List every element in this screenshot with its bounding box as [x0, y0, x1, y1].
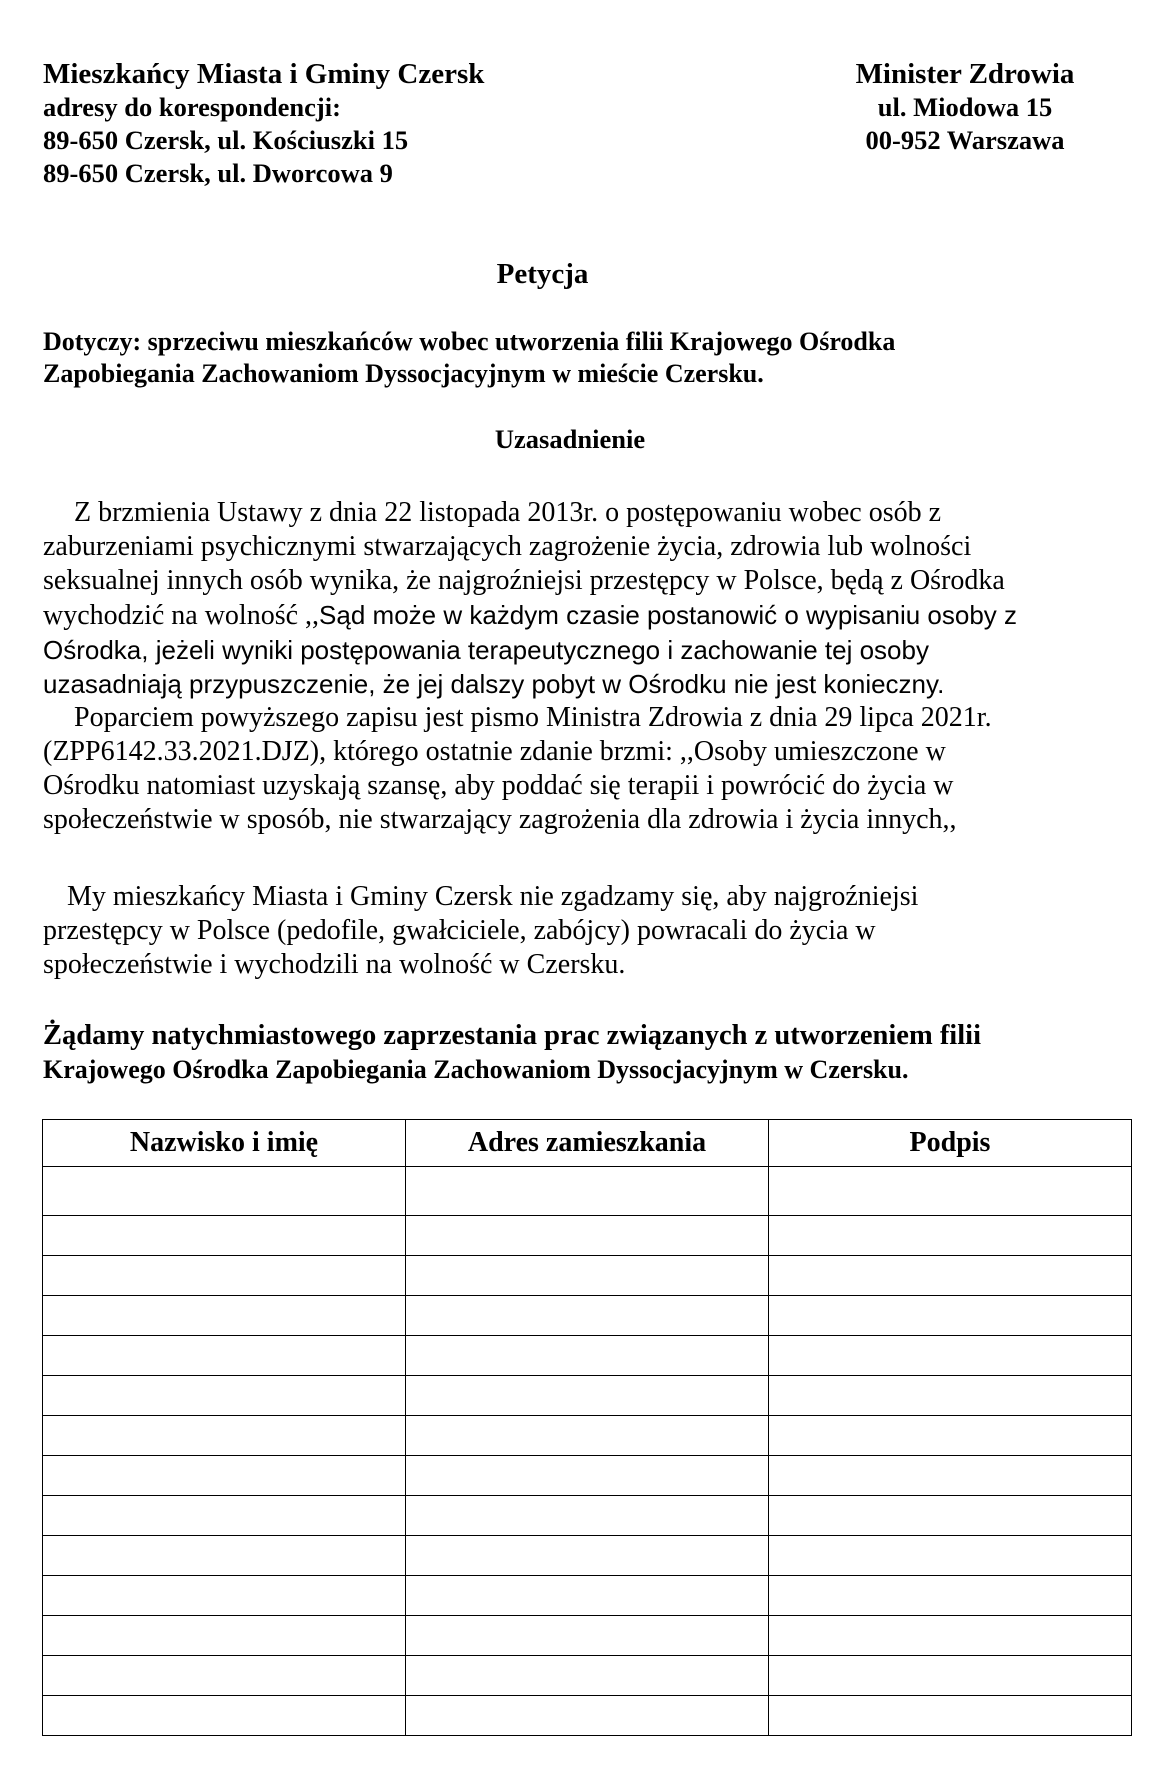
signature-cell[interactable]: [769, 1256, 1132, 1296]
recipient-city: 00-952 Warszawa: [865, 125, 1065, 155]
justification-heading: Uzasadnienie: [494, 424, 646, 454]
signature-row: [43, 1496, 1132, 1536]
address-cell[interactable]: [406, 1256, 769, 1296]
signature-row: [43, 1456, 1132, 1496]
signature-row: [43, 1256, 1132, 1296]
name-cell[interactable]: [43, 1496, 406, 1536]
name-cell[interactable]: [43, 1456, 406, 1496]
signature-cell[interactable]: [769, 1616, 1132, 1656]
address-cell[interactable]: [406, 1416, 769, 1456]
name-cell[interactable]: [43, 1416, 406, 1456]
demand-line-2: Krajowego Ośrodka Zapobiegania Zachowaniom Dyssocjacyjnym w Czersku.: [43, 1055, 909, 1084]
name-cell[interactable]: [43, 1296, 406, 1336]
paragraph-3-line: My mieszkańcy Miasta i Gminy Czersk nie zgadzamy się, aby najgroźniejsi: [67, 881, 919, 912]
signature-cell[interactable]: [769, 1167, 1132, 1216]
name-cell[interactable]: [43, 1696, 406, 1736]
statute-quote: Sąd może w każdym czasie postanowić o wypisaniu osoby z: [319, 600, 1018, 630]
statute-quote-line: uzasadniają przypuszczenie, że jej dalszy pobyt w Ośrodku nie jest konieczny.: [43, 669, 945, 699]
paragraph-2-line: Poparciem powyższego zapisu jest pismo Ministra Zdrowia z dnia 29 lipca 2021r.: [74, 702, 992, 733]
column-header-name: Nazwisko i imię: [43, 1120, 406, 1167]
paragraph-1-line: seksualnej innych osób wynika, że najgroźniejsi przestępcy w Polsce, będą z Ośrodka: [43, 565, 1005, 596]
address-cell[interactable]: [406, 1696, 769, 1736]
recipient-street: ul. Miodowa 15: [877, 92, 1053, 122]
signature-cell[interactable]: [769, 1216, 1132, 1256]
sender-address-2: 89-650 Czersk, ul. Dworcowa 9: [43, 158, 393, 188]
name-cell[interactable]: [43, 1256, 406, 1296]
sender-correspondence-label: adresy do korespondencji:: [43, 92, 341, 122]
subject-line-2: Zapobiegania Zachowaniom Dyssocjacyjnym w mieście Czersku.: [43, 359, 764, 388]
signature-cell[interactable]: [769, 1696, 1132, 1736]
paragraph-3-line: przestępcy w Polsce (pedofile, gwałciciele, zabójcy) powracali do życia w: [43, 915, 876, 946]
paragraph-3-line: społeczeństwie i wychodzili na wolność w Czersku.: [43, 949, 626, 980]
subject-line-1: Dotyczy: sprzeciwu mieszkańców wobec utworzenia filii Krajowego Ośrodka: [43, 327, 896, 356]
address-cell[interactable]: [406, 1656, 769, 1696]
paragraph-1-line: [43, 598, 1133, 633]
name-cell[interactable]: [43, 1616, 406, 1656]
signature-cell[interactable]: [769, 1416, 1132, 1456]
signature-row: [43, 1167, 1132, 1216]
recipient-address-block: [800, 58, 1130, 157]
column-header-address: Adres zamieszkania: [406, 1120, 769, 1167]
name-cell[interactable]: [43, 1167, 406, 1216]
paragraph-1-line: Z brzmienia Ustawy z dnia 22 listopada 2013r. o postępowaniu wobec osób z: [74, 497, 942, 528]
address-cell[interactable]: [406, 1536, 769, 1576]
statute-quote-line: Ośrodka, jeżeli wyniki postępowania terapeutycznego i zachowanie tej osoby: [43, 635, 929, 665]
subject-block: [43, 326, 1123, 390]
paragraph-2-line: społeczeństwie w sposób, nie stwarzający zagrożenia dla zdrowia i życia innych,,: [43, 804, 957, 835]
document-title: Petycja: [496, 258, 589, 290]
paragraph-1-line: zaburzeniami psychicznymi stwarzających zagrożenie życia, zdrowia lub wolności: [43, 531, 972, 562]
signature-row: [43, 1576, 1132, 1616]
paragraph-3: [43, 880, 1133, 982]
signature-row: [43, 1416, 1132, 1456]
signature-row: [43, 1216, 1132, 1256]
signature-row: [43, 1536, 1132, 1576]
paragraph-2-line: Ośrodku natomiast uzyskają szansę, aby poddać się terapii i powrócić do życia w: [43, 770, 954, 801]
address-cell[interactable]: [406, 1336, 769, 1376]
address-cell[interactable]: [406, 1616, 769, 1656]
paragraph-2: [43, 701, 1133, 837]
address-cell[interactable]: [406, 1376, 769, 1416]
name-cell[interactable]: [43, 1536, 406, 1576]
signature-row: [43, 1696, 1132, 1736]
demand-line-1: Żądamy natychmiastowego zaprzestania prac związanych z utworzeniem filii: [43, 1020, 981, 1051]
name-cell[interactable]: [43, 1576, 406, 1616]
paragraph-2-line: (ZPP6142.33.2021.DJZ), którego ostatnie zdanie brzmi: ,,Osoby umieszczone w: [43, 736, 946, 767]
signature-cell[interactable]: [769, 1496, 1132, 1536]
signature-cell[interactable]: [769, 1656, 1132, 1696]
signature-cell[interactable]: [769, 1536, 1132, 1576]
paragraph-1-text: wychodzić na wolność ,,: [43, 600, 320, 631]
sender-name: Mieszkańcy Miasta i Gminy Czersk: [43, 58, 485, 90]
signature-cell[interactable]: [769, 1576, 1132, 1616]
address-cell[interactable]: [406, 1496, 769, 1536]
recipient-name: Minister Zdrowia: [855, 58, 1075, 90]
address-cell[interactable]: [406, 1456, 769, 1496]
demand-statement: [43, 1018, 1133, 1086]
signature-cell[interactable]: [769, 1296, 1132, 1336]
signature-cell[interactable]: [769, 1456, 1132, 1496]
paragraph-1: [43, 496, 1133, 701]
signature-row: [43, 1656, 1132, 1696]
sender-address-block: [43, 58, 484, 190]
address-cell[interactable]: [406, 1216, 769, 1256]
address-cell[interactable]: [406, 1296, 769, 1336]
name-cell[interactable]: [43, 1336, 406, 1376]
column-header-signature: Podpis: [769, 1120, 1132, 1167]
sender-address-1: 89-650 Czersk, ul. Kościuszki 15: [43, 125, 409, 155]
signature-row: [43, 1336, 1132, 1376]
signature-row: [43, 1616, 1132, 1656]
address-cell[interactable]: [406, 1576, 769, 1616]
signature-cell[interactable]: [769, 1376, 1132, 1416]
name-cell[interactable]: [43, 1216, 406, 1256]
name-cell[interactable]: [43, 1656, 406, 1696]
address-cell[interactable]: [406, 1167, 769, 1216]
signature-table: [42, 1119, 1132, 1736]
name-cell[interactable]: [43, 1376, 406, 1416]
signature-row: [43, 1376, 1132, 1416]
signature-table-header: [43, 1120, 1132, 1167]
signature-cell[interactable]: [769, 1336, 1132, 1376]
signature-row: [43, 1296, 1132, 1336]
